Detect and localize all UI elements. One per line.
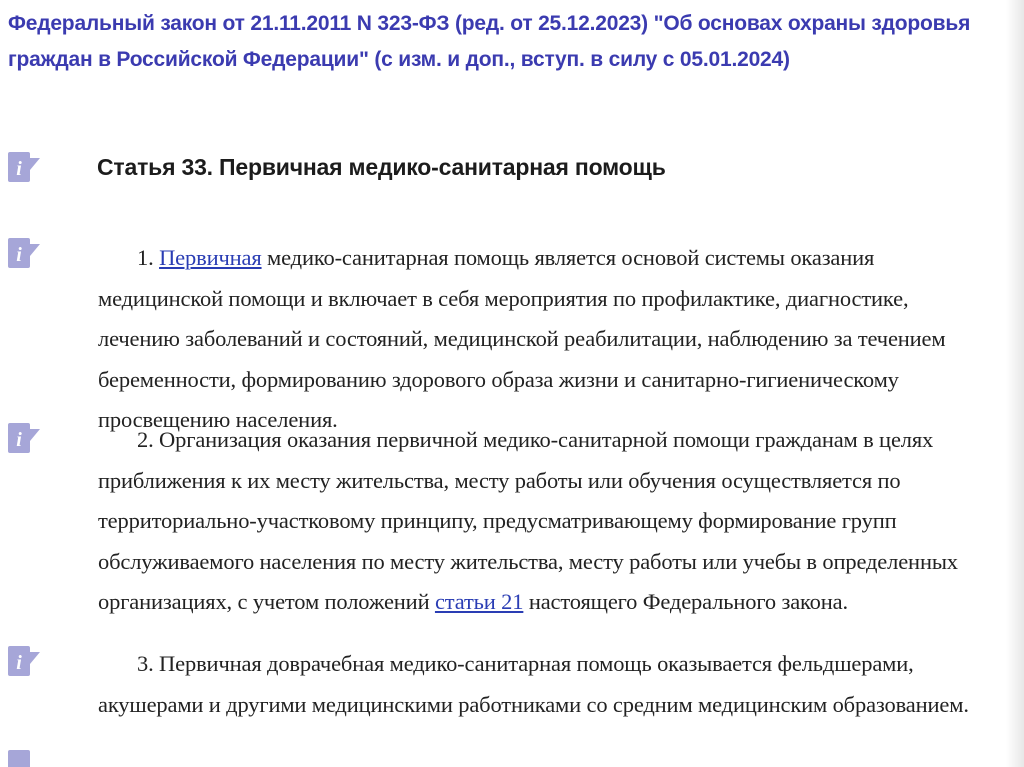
svg-text:i: i — [16, 429, 22, 451]
paragraph-2 — [98, 420, 993, 623]
paragraph-3 — [98, 644, 993, 725]
law-title: Федеральный закон от 21.11.2011 N 323-ФЗ (ред. от 25.12.2023) "Об основах охраны здоровья граждан в Российской Федерации" (с изм. и доп., вступ. в силу с 05.01.2024) — [8, 12, 971, 71]
page-edge-shadow — [1006, 0, 1024, 767]
paragraph-1-text: медико-санитарная помощь является основой системы оказания медицинской помощи и включает в себя мероприятия по профилактике, диагностике, лечению заболеваний и состояний, медицинской реабилитации, наблюдению за течением беременности, формированию здорового образа жизни и санитарно-гигиеническому просвещению населения. — [98, 245, 946, 432]
paragraph-2-text: 2. Организация оказания первичной медико-санитарной помощи гражданам в целях приближения к их месту жительства, месту работы или обучения осуществляется по территориально-участковому принципу, предусматривающему формирование групп обслуживаемого населения по месту жительства, месту работы или учебы в определенных организациях, с учетом положений — [98, 427, 958, 614]
paragraph-2-suffix: настоящего Федерального закона. — [523, 589, 848, 614]
paragraph-1 — [98, 238, 993, 441]
svg-text:i: i — [16, 244, 22, 266]
partial-next-item — [0, 748, 1024, 767]
paragraph-1-prefix: 1. — [137, 245, 160, 270]
link-article-21[interactable]: статьи 21 — [434, 589, 524, 614]
link-pervichnaya[interactable]: Первичная — [159, 245, 262, 270]
svg-text:i: i — [16, 158, 22, 180]
info-icon[interactable] — [6, 644, 44, 678]
info-icon[interactable] — [6, 150, 44, 184]
info-icon[interactable] — [6, 236, 44, 270]
info-icon[interactable] — [6, 421, 44, 455]
article-heading: Статья 33. Первичная медико-санитарная помощь — [97, 154, 666, 180]
info-icon[interactable] — [6, 748, 44, 767]
paragraph-3-text: 3. Первичная доврачебная медико-санитарная помощь оказывается фельдшерами, акушерами и другими медицинскими работниками со средним медицинским образованием. — [98, 651, 969, 717]
svg-text:i: i — [16, 652, 22, 674]
